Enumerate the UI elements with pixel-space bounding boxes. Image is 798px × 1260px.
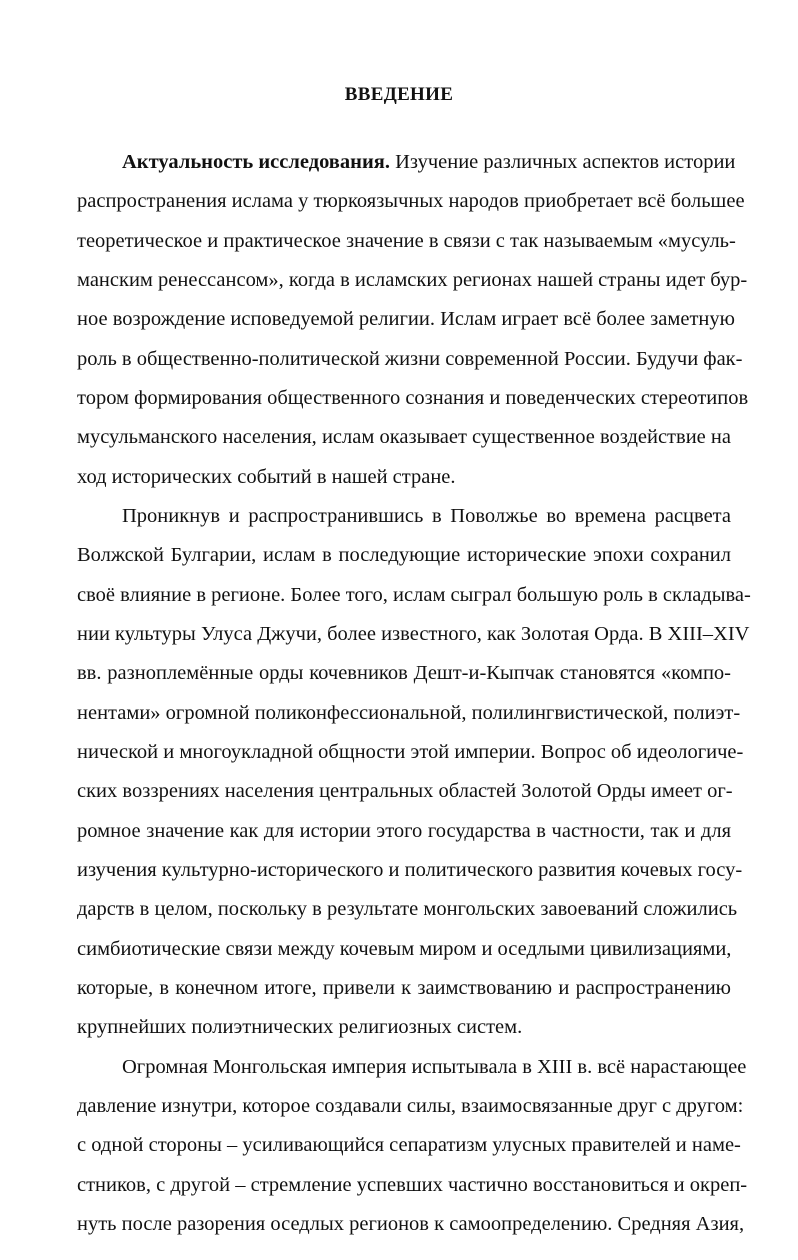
paragraph-1-line-2: распространения ислама у тюркоязычных народов приобретает всё большее	[77, 190, 745, 212]
paragraph-2-line-3: своё влияние в регионе. Более того, ислам сыграл большую роль в складыва-	[77, 584, 751, 606]
paragraph-2-line-2: Волжской Булгарии, ислам в последующие исторические эпохи сохранил	[77, 544, 731, 566]
paragraph-2-line-12: симбиотические связи между кочевым миром и оседлыми цивилизациями,	[77, 938, 732, 960]
page-heading: ВВЕДЕНИЕ	[344, 84, 454, 105]
paragraph-1-lead: Актуальность исследования.	[122, 151, 390, 173]
paragraph-2-line-1: Проникнув и распространившись в Поволжье во времена расцвета	[122, 505, 731, 527]
paragraph-2-line-8: ских воззрениях населения центральных областей Золотой Орды имеет ог-	[77, 780, 733, 802]
paragraph-2-line-7: нической и многоукладной общности этой империи. Вопрос об идеологиче-	[77, 741, 744, 763]
paragraph-2-line-9: ромное значение как для истории этого государства в частности, так и для	[77, 820, 731, 842]
paragraph-2-line-11: дарств в целом, поскольку в результате монгольских завоеваний сложились	[77, 898, 738, 920]
paragraph-1-line-1-text: Изучение различных аспектов истории	[395, 151, 736, 173]
paragraph-2-line-14: крупнейших полиэтнических религиозных систем.	[77, 1016, 523, 1038]
paragraph-2-line-10: изучения культурно-исторического и политического развития кочевых госу-	[77, 859, 743, 881]
paragraph-2-line-5: вв. разноплемённые орды кочевников Дешт-и-Кыпчак становятся «компо-	[77, 662, 731, 684]
paragraph-2-line-13: которые, в конечном итоге, привели к заимствованию и распространению	[77, 977, 731, 999]
paragraph-3-line-4: стников, с другой – стремление успевших частично восстановиться и окреп-	[77, 1174, 748, 1196]
paragraph-1-line-5: ное возрождение исповедуемой религии. Ислам играет всё более заметную	[77, 308, 735, 330]
paragraph-3-line-1: Огромная Монгольская империя испытывала в XIII в. всё нарастающее	[122, 1056, 747, 1078]
paragraph-1-line-4: манским ренессансом», когда в исламских регионах нашей страны идет бур-	[77, 269, 748, 291]
paragraph-2-line-6: нентами» огромной поликонфессиональной, полилингвистической, полиэт-	[77, 702, 741, 724]
paragraph-1-line-8: мусульманского населения, ислам оказывает существенное воздействие на	[77, 426, 731, 448]
paragraph-1-line-6: роль в общественно-политической жизни современной России. Будучи фак-	[77, 348, 743, 370]
paragraph-1-line-3: теоретическое и практическое значение в связи с так называемым «мусуль-	[77, 230, 736, 252]
paragraph-3-line-5: нуть после разорения оседлых регионов к самоопределению. Средняя Азия,	[77, 1213, 745, 1235]
paragraph-1-line-7: тором формирования общественного сознания и поведенческих стереотипов	[77, 387, 749, 409]
paragraph-1-line-1	[122, 148, 736, 176]
paragraph-3-line-3: с одной стороны – усиливающийся сепаратизм улусных правителей и наме-	[77, 1134, 741, 1156]
paragraph-2-line-4: нии культуры Улуса Джучи, более известного, как Золотая Орда. В XIII–XIV	[77, 623, 750, 645]
paragraph-3-line-2: давление изнутри, которое создавали силы, взаимосвязанные друг с другом:	[77, 1095, 744, 1117]
paragraph-1-line-9: ход исторических событий в нашей стране.	[77, 466, 456, 488]
